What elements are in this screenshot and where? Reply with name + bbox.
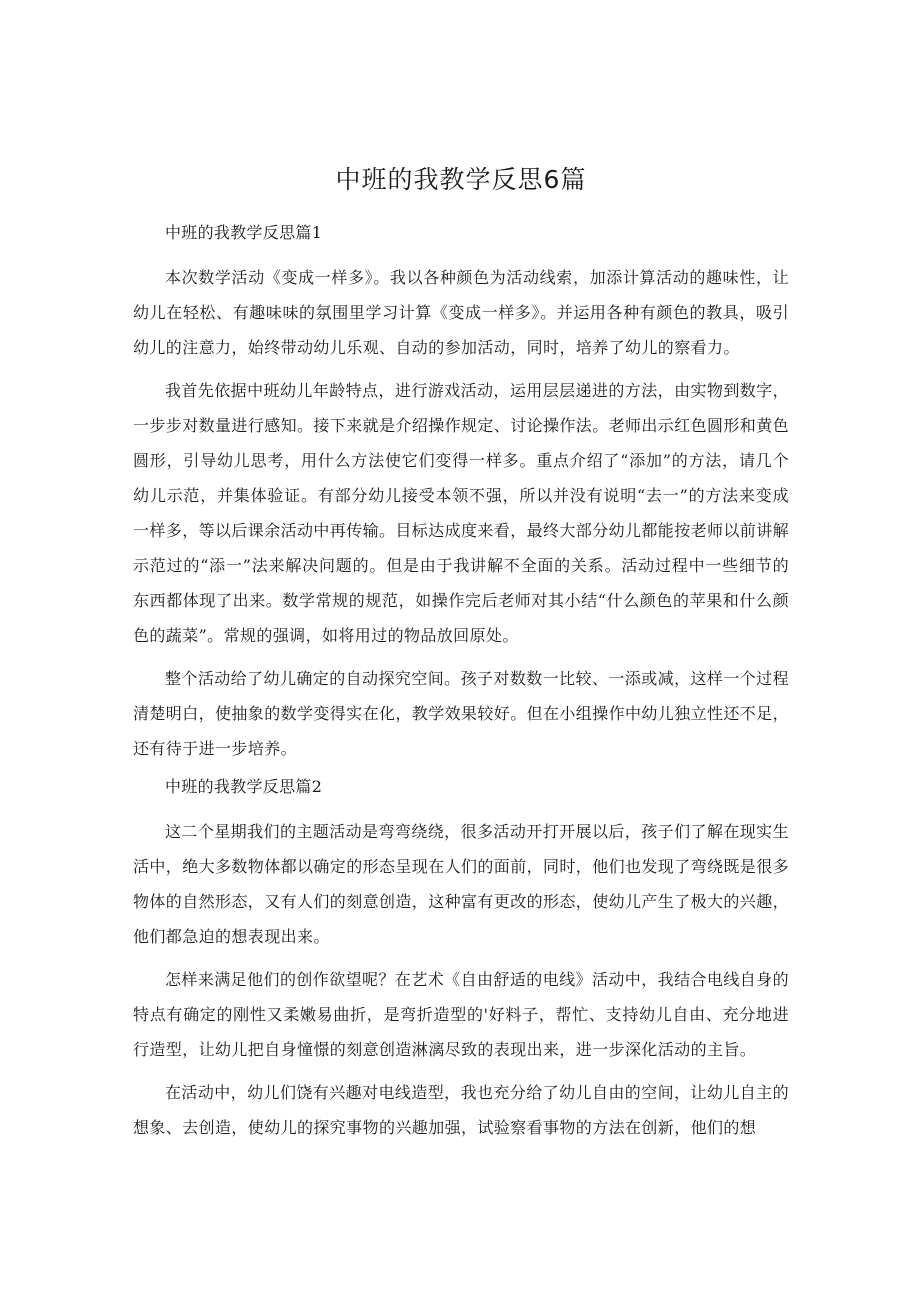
paragraph: 整个活动给了幼儿确定的自动探究空间。孩子对数数一比较、一添或减，这样一个过程清楚明白，使抽象的数学变得实在化，教学效果较好。但在小组操作中幼儿独立性还不足，还有待于进一步培养。 [133, 669, 790, 758]
paragraph: 这二个星期我们的主题活动是弯弯绕绕，很多活动开打开展以后，孩子们了解在现实生活中，绝大多数物体都以确定的形态呈现在人们的面前，同时，他们也发现了弯绕既是很多物体的自然形态，又有人们的刻意创造，这种富有更改的形态，使幼儿产生了极大的兴趣，他们都急迫的想表现出来。 [133, 822, 790, 946]
document-title: 中班的我教学反思6篇 [335, 165, 587, 194]
paragraph: 本次数学活动《变成一样多》。我以各种颜色为活动线索，加添计算活动的趣味性，让幼儿在轻松、有趣味味的氛围里学习计算《变成一样多》。并运用各种有颜色的教具，吸引幼儿的注意力，始终带动幼儿乐观、自动的参加活动，同时，培养了幼儿的察看力。 [133, 268, 789, 357]
section-heading-1: 中班的我教学反思篇1 [165, 223, 323, 242]
document-body [133, 160, 789, 1153]
paragraph: 我首先依据中班幼儿年龄特点，进行游戏活动，运用层层递进的方法，由实物到数字，一步步对数量进行感知。接下来就是介绍操作规定、讨论操作法。老师出示红色圆形和黄色圆形，引导幼儿思考，用什么方法使它们变得一样多。重点介绍了“添加”的方法，请几个幼儿示范，并集体验证。有部分幼儿接受本领不强，所以并没有说明“去一”的方法来变成一样多，等以后课余活动中再传输。目标达成度来看，最终大部分幼儿都能按老师以前讲解示范过的“添一”法来解决问题的。但是由于我讲解不全面的关系。活动过程中一些细节的东西都体现了出来。数学常规的规范，如操作完后老师对其小结“什么颜色的苹果和什么颜色的蔬菜”。常规的强调，如将用过的物品放回原处。 [133, 381, 790, 645]
section-heading-2: 中班的我教学反思篇2 [165, 777, 323, 796]
paragraph: 怎样来满足他们的创作欲望呢？在艺术《自由舒适的电线》活动中，我结合电线自身的特点有确定的刚性又柔嫩易曲折，是弯折造型的'好料子，帮忙、支持幼儿自由、充分地进行造型，让幼儿把自身憧憬的刻意创造淋漓尽致的表现出来，进一步深化活动的主旨。 [133, 970, 789, 1059]
paragraph: 在活动中，幼儿们饶有兴趣对电线造型，我也充分给了幼儿自由的空间，让幼儿自主的想象、去创造，使幼儿的探究事物的兴趣加强，试验察看事物的方法在创新，他们的想 [133, 1083, 789, 1137]
